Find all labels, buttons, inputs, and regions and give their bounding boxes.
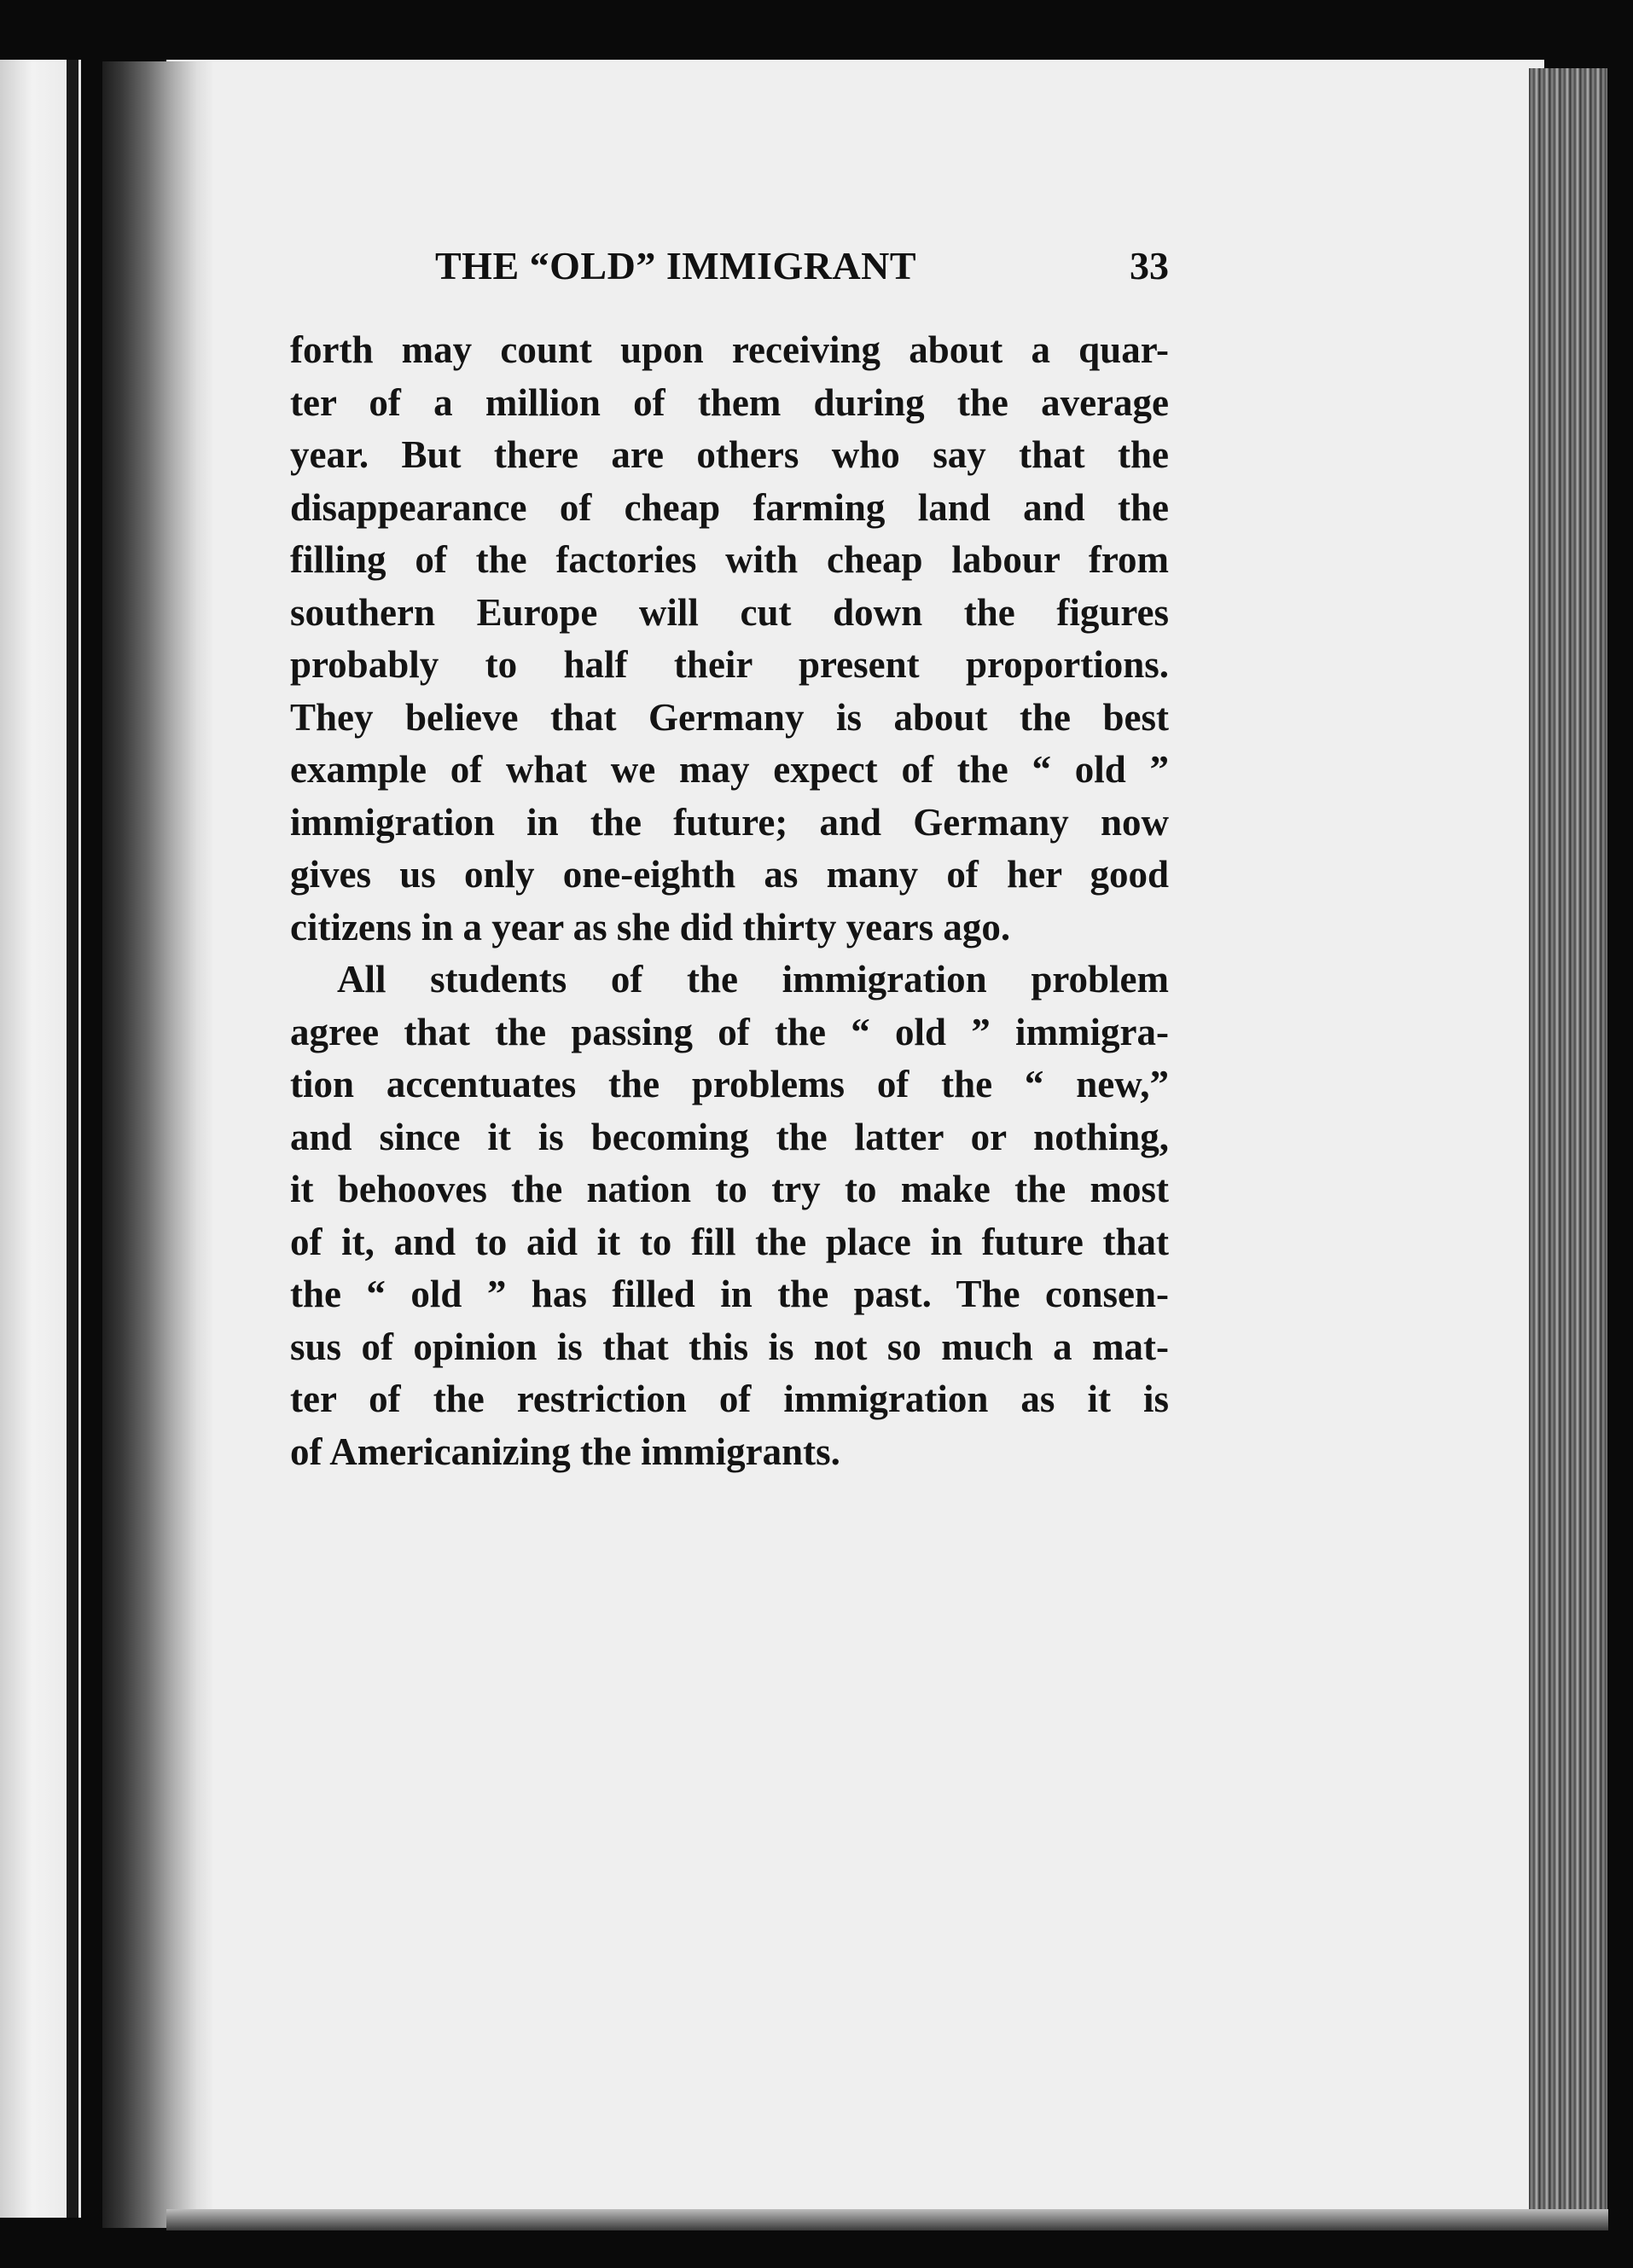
running-head <box>290 243 1169 303</box>
text-line: it behooves the nation to try to make the most <box>290 1168 1169 1210</box>
page-bottom-shadow <box>166 2209 1608 2230</box>
facing-page-shadow <box>67 60 78 2218</box>
page-block-edges <box>1529 68 1607 2209</box>
running-title: THE “OLD” IMMIGRANT <box>435 244 917 287</box>
text-line: ter of the restriction of immigration as it is <box>290 1378 1169 1420</box>
page-number: 33 <box>1130 244 1169 287</box>
paragraph <box>290 954 1169 1478</box>
text-line: ter of a million of them during the average <box>290 380 1169 424</box>
text-line: citizens in a year as she did thirty years ago. <box>290 905 1011 948</box>
body-text <box>290 324 1169 1478</box>
text-line: southern Europe will cut down the figures <box>290 590 1169 634</box>
text-line: example of what we may expect of the “ old ” <box>290 748 1169 791</box>
text-line: sus of opinion is that this is not so much a mat- <box>290 1325 1169 1368</box>
text-line: year. But there are others who say that the <box>290 433 1169 476</box>
text-line: disappearance of cheap farming land and the <box>290 485 1169 529</box>
text-line: the “ old ” has filled in the past. The consen- <box>290 1273 1169 1315</box>
text-line: immigration in the future; and Germany now <box>290 800 1169 844</box>
gutter-shadow <box>102 61 213 2228</box>
text-line: of Americanizing the immigrants. <box>290 1430 840 1473</box>
text-line: They believe that Germany is about the best <box>290 695 1169 739</box>
text-line: filling of the factories with cheap labour from <box>290 538 1169 581</box>
text-line: and since it is becoming the latter or nothing, <box>290 1115 1169 1158</box>
text-line: forth may count upon receiving about a quar- <box>290 328 1169 371</box>
text-line: probably to half their present proportions. <box>290 643 1169 686</box>
text-line: tion accentuates the problems of the “ new,” <box>290 1063 1169 1105</box>
text-line: gives us only one-eighth as many of her good <box>290 853 1169 896</box>
text-line: of it, and to aid it to fill the place in future that <box>290 1220 1169 1263</box>
text-line: agree that the passing of the “ old ” immigra- <box>290 1010 1169 1053</box>
text-line: All students of the immigration problem <box>337 958 1169 1001</box>
paragraph <box>290 324 1169 954</box>
